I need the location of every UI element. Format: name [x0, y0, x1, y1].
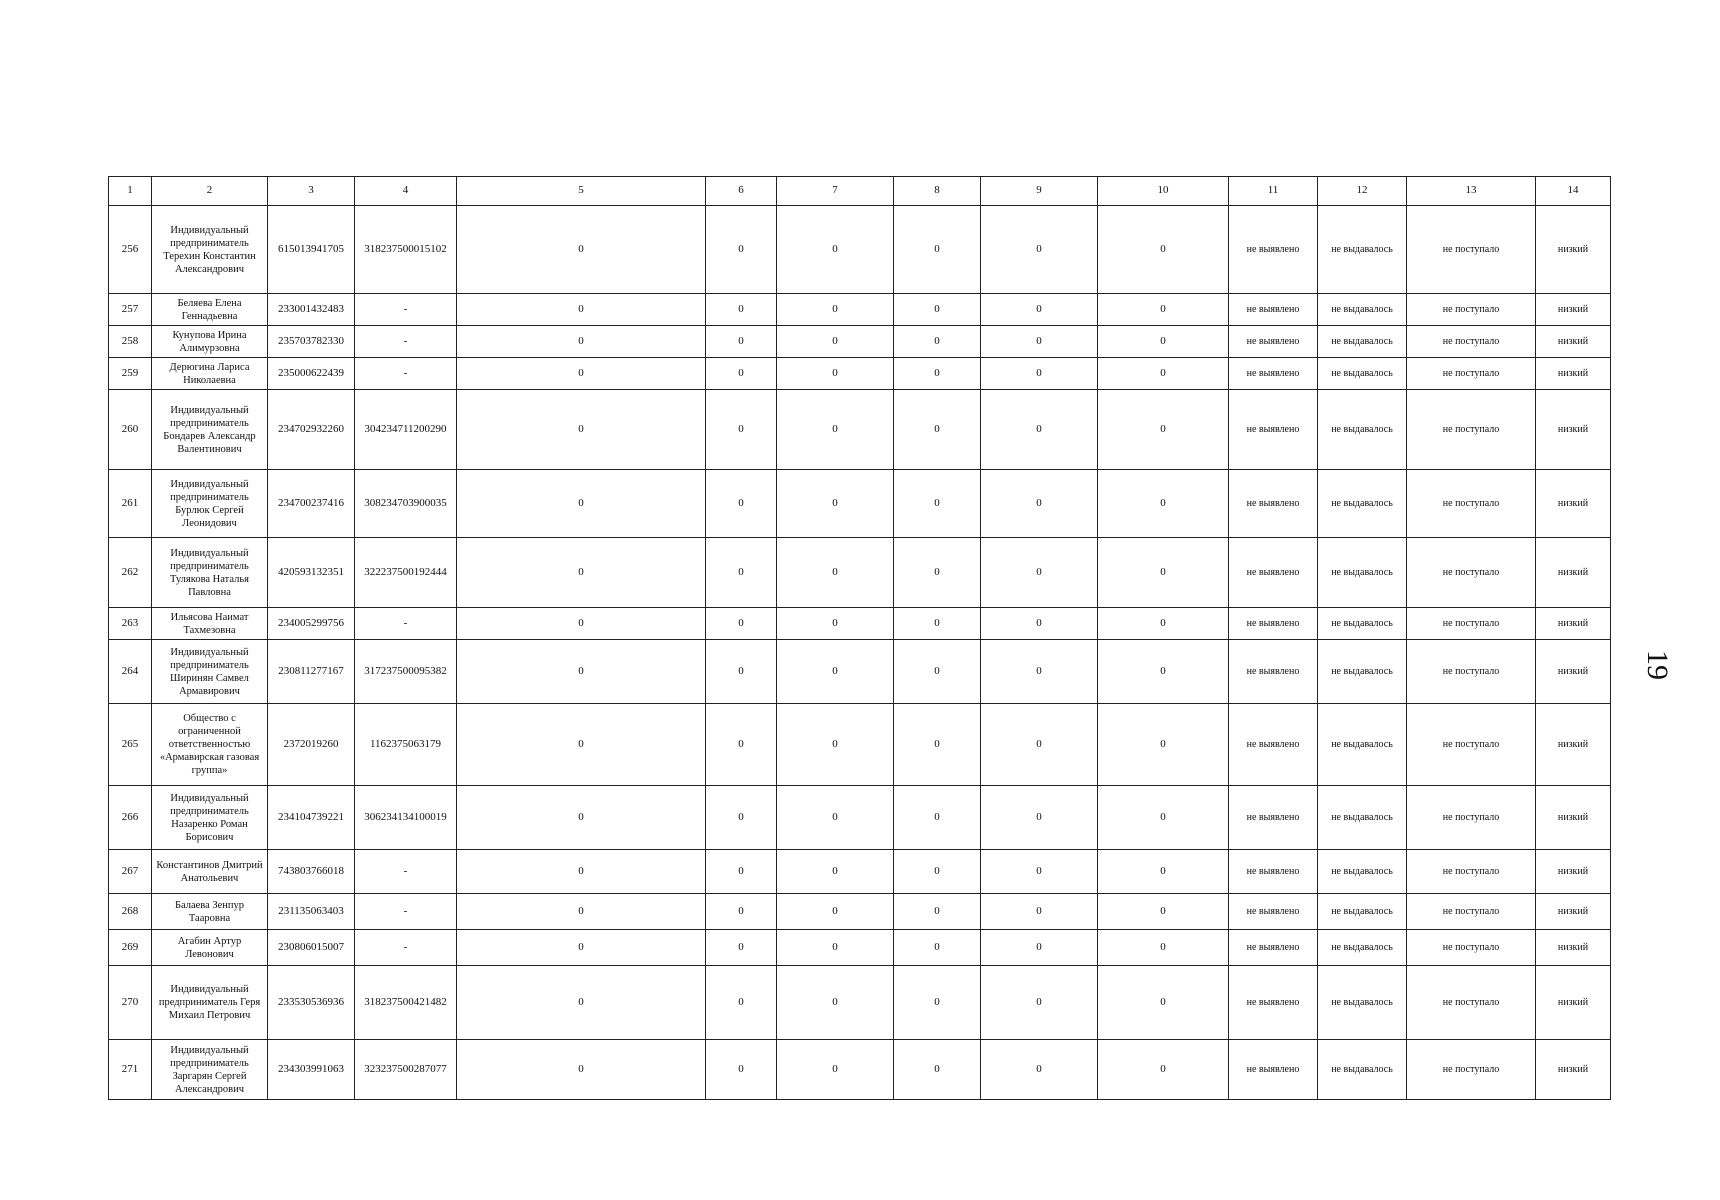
column-number: 4 [355, 177, 457, 206]
complaints-status: не поступало [1407, 358, 1536, 390]
column-number: 8 [894, 177, 981, 206]
prescription-status: не выдавалось [1318, 640, 1407, 704]
value-cell: 0 [777, 640, 894, 704]
risk-level: низкий [1536, 704, 1611, 786]
value-cell: 0 [981, 608, 1098, 640]
complaints-status: не поступало [1407, 390, 1536, 470]
risk-level: низкий [1536, 206, 1611, 294]
entity-name: Дерюгина Лариса Николаевна [152, 358, 268, 390]
ogrn-cell: 308234703900035 [355, 470, 457, 538]
row-number: 270 [109, 966, 152, 1040]
value-cell: 0 [777, 786, 894, 850]
prescription-status: не выдавалось [1318, 470, 1407, 538]
value-cell: 0 [777, 894, 894, 930]
value-cell: 0 [457, 704, 706, 786]
row-number: 258 [109, 326, 152, 358]
inn-cell: 234700237416 [268, 470, 355, 538]
risk-level: низкий [1536, 894, 1611, 930]
inn-cell: 230806015007 [268, 930, 355, 966]
value-cell: 0 [894, 470, 981, 538]
risk-level: низкий [1536, 470, 1611, 538]
row-number: 257 [109, 294, 152, 326]
violations-status: не выявлено [1229, 966, 1318, 1040]
risk-level: низкий [1536, 538, 1611, 608]
risk-level: низкий [1536, 966, 1611, 1040]
value-cell: 0 [457, 608, 706, 640]
ogrn-cell: 306234134100019 [355, 786, 457, 850]
table-row [109, 1040, 1611, 1100]
value-cell: 0 [894, 930, 981, 966]
value-cell: 0 [1098, 608, 1229, 640]
value-cell: 0 [457, 1040, 706, 1100]
value-cell: 0 [1098, 850, 1229, 894]
value-cell: 0 [981, 894, 1098, 930]
table-row [109, 640, 1611, 704]
value-cell: 0 [706, 894, 777, 930]
table-row [109, 294, 1611, 326]
complaints-status: не поступало [1407, 1040, 1536, 1100]
violations-status: не выявлено [1229, 326, 1318, 358]
table-row [109, 470, 1611, 538]
value-cell: 0 [457, 930, 706, 966]
value-cell: 0 [981, 1040, 1098, 1100]
column-number: 5 [457, 177, 706, 206]
row-number: 264 [109, 640, 152, 704]
value-cell: 0 [981, 850, 1098, 894]
row-number: 267 [109, 850, 152, 894]
value-cell: 0 [1098, 390, 1229, 470]
risk-level: низкий [1536, 358, 1611, 390]
value-cell: 0 [777, 608, 894, 640]
value-cell: 0 [457, 390, 706, 470]
column-number: 3 [268, 177, 355, 206]
value-cell: 0 [894, 894, 981, 930]
column-number: 14 [1536, 177, 1611, 206]
value-cell: 0 [894, 966, 981, 1040]
value-cell: 0 [777, 930, 894, 966]
value-cell: 0 [706, 640, 777, 704]
value-cell: 0 [981, 358, 1098, 390]
complaints-status: не поступало [1407, 640, 1536, 704]
value-cell: 0 [777, 1040, 894, 1100]
risk-level: низкий [1536, 608, 1611, 640]
column-number: 10 [1098, 177, 1229, 206]
column-number: 13 [1407, 177, 1536, 206]
inn-cell: 234005299756 [268, 608, 355, 640]
entity-name: Беляева Елена Геннадьевна [152, 294, 268, 326]
row-number: 265 [109, 704, 152, 786]
violations-status: не выявлено [1229, 704, 1318, 786]
violations-status: не выявлено [1229, 608, 1318, 640]
column-number: 1 [109, 177, 152, 206]
prescription-status: не выдавалось [1318, 608, 1407, 640]
inn-cell: 235000622439 [268, 358, 355, 390]
inn-cell: 2372019260 [268, 704, 355, 786]
risk-level: низкий [1536, 1040, 1611, 1100]
table-row [109, 704, 1611, 786]
value-cell: 0 [981, 786, 1098, 850]
entity-name: Индивидуальный предприниматель Тулякова Наталья Павловна [152, 538, 268, 608]
row-number: 260 [109, 390, 152, 470]
value-cell: 0 [981, 390, 1098, 470]
violations-status: не выявлено [1229, 850, 1318, 894]
value-cell: 0 [981, 326, 1098, 358]
complaints-status: не поступало [1407, 326, 1536, 358]
violations-status: не выявлено [1229, 294, 1318, 326]
prescription-status: не выдавалось [1318, 704, 1407, 786]
inn-cell: 615013941705 [268, 206, 355, 294]
inn-cell: 231135063403 [268, 894, 355, 930]
prescription-status: не выдавалось [1318, 894, 1407, 930]
complaints-status: не поступало [1407, 894, 1536, 930]
value-cell: 0 [894, 608, 981, 640]
entity-name: Общество с ограниченной ответственностью «Армавирская газовая группа» [152, 704, 268, 786]
value-cell: 0 [777, 326, 894, 358]
inn-cell: 234702932260 [268, 390, 355, 470]
prescription-status: не выдавалось [1318, 326, 1407, 358]
value-cell: 0 [777, 390, 894, 470]
entity-name: Индивидуальный предприниматель Ширинян Самвел Армавирович [152, 640, 268, 704]
violations-status: не выявлено [1229, 786, 1318, 850]
value-cell: 0 [777, 470, 894, 538]
value-cell: 0 [457, 294, 706, 326]
value-cell: 0 [777, 206, 894, 294]
complaints-status: не поступало [1407, 538, 1536, 608]
violations-status: не выявлено [1229, 358, 1318, 390]
value-cell: 0 [981, 930, 1098, 966]
row-number: 256 [109, 206, 152, 294]
table-row [109, 206, 1611, 294]
value-cell: 0 [894, 358, 981, 390]
table-row [109, 786, 1611, 850]
column-number: 6 [706, 177, 777, 206]
value-cell: 0 [1098, 470, 1229, 538]
entity-name: Индивидуальный предприниматель Заргарян Сергей Александрович [152, 1040, 268, 1100]
entity-name: Ильясова Наимат Тахмезовна [152, 608, 268, 640]
page-number: 19 [1641, 650, 1674, 680]
entity-name: Балаева Зенпур Тааровна [152, 894, 268, 930]
entity-name: Кунупова Ирина Алимурзовна [152, 326, 268, 358]
value-cell: 0 [1098, 930, 1229, 966]
value-cell: 0 [457, 358, 706, 390]
value-cell: 0 [1098, 1040, 1229, 1100]
inn-cell: 233001432483 [268, 294, 355, 326]
risk-level: низкий [1536, 640, 1611, 704]
value-cell: 0 [894, 640, 981, 704]
value-cell: 0 [706, 470, 777, 538]
value-cell: 0 [706, 294, 777, 326]
value-cell: 0 [894, 704, 981, 786]
value-cell: 0 [981, 640, 1098, 704]
table-body [109, 206, 1611, 1100]
value-cell: 0 [706, 1040, 777, 1100]
value-cell: 0 [706, 390, 777, 470]
ogrn-cell: 1162375063179 [355, 704, 457, 786]
registry-table [108, 176, 1611, 1100]
risk-level: низкий [1536, 930, 1611, 966]
table-row [109, 326, 1611, 358]
value-cell: 0 [706, 206, 777, 294]
value-cell: 0 [706, 930, 777, 966]
row-number: 263 [109, 608, 152, 640]
prescription-status: не выдавалось [1318, 294, 1407, 326]
value-cell: 0 [1098, 294, 1229, 326]
value-cell: 0 [777, 704, 894, 786]
table-row [109, 930, 1611, 966]
row-number: 261 [109, 470, 152, 538]
inn-cell: 234104739221 [268, 786, 355, 850]
ogrn-cell: - [355, 294, 457, 326]
prescription-status: не выдавалось [1318, 966, 1407, 1040]
prescription-status: не выдавалось [1318, 358, 1407, 390]
risk-level: низкий [1536, 294, 1611, 326]
column-number: 9 [981, 177, 1098, 206]
table-row [109, 850, 1611, 894]
inn-cell: 230811277167 [268, 640, 355, 704]
value-cell: 0 [457, 470, 706, 538]
ogrn-cell: 323237500287077 [355, 1040, 457, 1100]
value-cell: 0 [457, 538, 706, 608]
prescription-status: не выдавалось [1318, 538, 1407, 608]
complaints-status: не поступало [1407, 704, 1536, 786]
ogrn-cell: - [355, 930, 457, 966]
table-row [109, 966, 1611, 1040]
value-cell: 0 [1098, 326, 1229, 358]
column-number: 12 [1318, 177, 1407, 206]
value-cell: 0 [457, 206, 706, 294]
violations-status: не выявлено [1229, 1040, 1318, 1100]
table-row [109, 390, 1611, 470]
value-cell: 0 [981, 206, 1098, 294]
value-cell: 0 [706, 358, 777, 390]
complaints-status: не поступало [1407, 930, 1536, 966]
ogrn-cell: - [355, 894, 457, 930]
ogrn-cell: 317237500095382 [355, 640, 457, 704]
inn-cell: 233530536936 [268, 966, 355, 1040]
value-cell: 0 [706, 538, 777, 608]
value-cell: 0 [1098, 966, 1229, 1040]
complaints-status: не поступало [1407, 786, 1536, 850]
entity-name: Индивидуальный предприниматель Бурлюк Сергей Леонидович [152, 470, 268, 538]
value-cell: 0 [894, 206, 981, 294]
value-cell: 0 [706, 608, 777, 640]
value-cell: 0 [894, 1040, 981, 1100]
row-number: 271 [109, 1040, 152, 1100]
value-cell: 0 [777, 294, 894, 326]
value-cell: 0 [706, 786, 777, 850]
value-cell: 0 [457, 326, 706, 358]
prescription-status: не выдавалось [1318, 930, 1407, 966]
value-cell: 0 [706, 326, 777, 358]
value-cell: 0 [706, 704, 777, 786]
ogrn-cell: 318237500421482 [355, 966, 457, 1040]
complaints-status: не поступало [1407, 294, 1536, 326]
ogrn-cell: 304234711200290 [355, 390, 457, 470]
ogrn-cell: - [355, 326, 457, 358]
value-cell: 0 [457, 640, 706, 704]
value-cell: 0 [777, 850, 894, 894]
risk-level: низкий [1536, 786, 1611, 850]
inn-cell: 234303991063 [268, 1040, 355, 1100]
value-cell: 0 [894, 390, 981, 470]
value-cell: 0 [1098, 704, 1229, 786]
complaints-status: не поступало [1407, 850, 1536, 894]
inn-cell: 420593132351 [268, 538, 355, 608]
entity-name: Агабин Артур Левонович [152, 930, 268, 966]
entity-name: Индивидуальный предприниматель Назаренко Роман Борисович [152, 786, 268, 850]
value-cell: 0 [894, 294, 981, 326]
column-number-header [109, 177, 1611, 206]
row-number: 259 [109, 358, 152, 390]
entity-name: Индивидуальный предприниматель Геря Михаил Петрович [152, 966, 268, 1040]
value-cell: 0 [894, 786, 981, 850]
value-cell: 0 [1098, 538, 1229, 608]
prescription-status: не выдавалось [1318, 390, 1407, 470]
violations-status: не выявлено [1229, 470, 1318, 538]
entity-name: Константинов Дмитрий Анатольевич [152, 850, 268, 894]
value-cell: 0 [981, 470, 1098, 538]
value-cell: 0 [457, 850, 706, 894]
risk-level: низкий [1536, 390, 1611, 470]
value-cell: 0 [1098, 206, 1229, 294]
value-cell: 0 [981, 538, 1098, 608]
risk-level: низкий [1536, 326, 1611, 358]
ogrn-cell: - [355, 850, 457, 894]
ogrn-cell: - [355, 608, 457, 640]
value-cell: 0 [894, 850, 981, 894]
value-cell: 0 [1098, 894, 1229, 930]
row-number: 266 [109, 786, 152, 850]
entity-name: Индивидуальный предприниматель Бондарев Александр Валентинович [152, 390, 268, 470]
table-row [109, 894, 1611, 930]
row-number: 269 [109, 930, 152, 966]
violations-status: не выявлено [1229, 538, 1318, 608]
table-row [109, 358, 1611, 390]
value-cell: 0 [981, 704, 1098, 786]
complaints-status: не поступало [1407, 608, 1536, 640]
violations-status: не выявлено [1229, 206, 1318, 294]
entity-name: Индивидуальный предприниматель Терехин Константин Александрович [152, 206, 268, 294]
table-row [109, 538, 1611, 608]
column-number: 11 [1229, 177, 1318, 206]
value-cell: 0 [894, 538, 981, 608]
value-cell: 0 [981, 294, 1098, 326]
ogrn-cell: 322237500192444 [355, 538, 457, 608]
value-cell: 0 [706, 966, 777, 1040]
prescription-status: не выдавалось [1318, 850, 1407, 894]
violations-status: не выявлено [1229, 640, 1318, 704]
column-number: 7 [777, 177, 894, 206]
value-cell: 0 [777, 966, 894, 1040]
prescription-status: не выдавалось [1318, 786, 1407, 850]
value-cell: 0 [981, 966, 1098, 1040]
inn-cell: 743803766018 [268, 850, 355, 894]
complaints-status: не поступало [1407, 470, 1536, 538]
value-cell: 0 [457, 786, 706, 850]
ogrn-cell: 318237500015102 [355, 206, 457, 294]
value-cell: 0 [457, 966, 706, 1040]
row-number: 262 [109, 538, 152, 608]
row-number: 268 [109, 894, 152, 930]
prescription-status: не выдавалось [1318, 206, 1407, 294]
prescription-status: не выдавалось [1318, 1040, 1407, 1100]
value-cell: 0 [777, 358, 894, 390]
inn-cell: 235703782330 [268, 326, 355, 358]
value-cell: 0 [706, 850, 777, 894]
value-cell: 0 [1098, 640, 1229, 704]
risk-level: низкий [1536, 850, 1611, 894]
value-cell: 0 [777, 538, 894, 608]
value-cell: 0 [1098, 786, 1229, 850]
ogrn-cell: - [355, 358, 457, 390]
complaints-status: не поступало [1407, 206, 1536, 294]
column-number: 2 [152, 177, 268, 206]
table-row [109, 608, 1611, 640]
value-cell: 0 [894, 326, 981, 358]
complaints-status: не поступало [1407, 966, 1536, 1040]
violations-status: не выявлено [1229, 930, 1318, 966]
value-cell: 0 [457, 894, 706, 930]
value-cell: 0 [1098, 358, 1229, 390]
violations-status: не выявлено [1229, 894, 1318, 930]
violations-status: не выявлено [1229, 390, 1318, 470]
